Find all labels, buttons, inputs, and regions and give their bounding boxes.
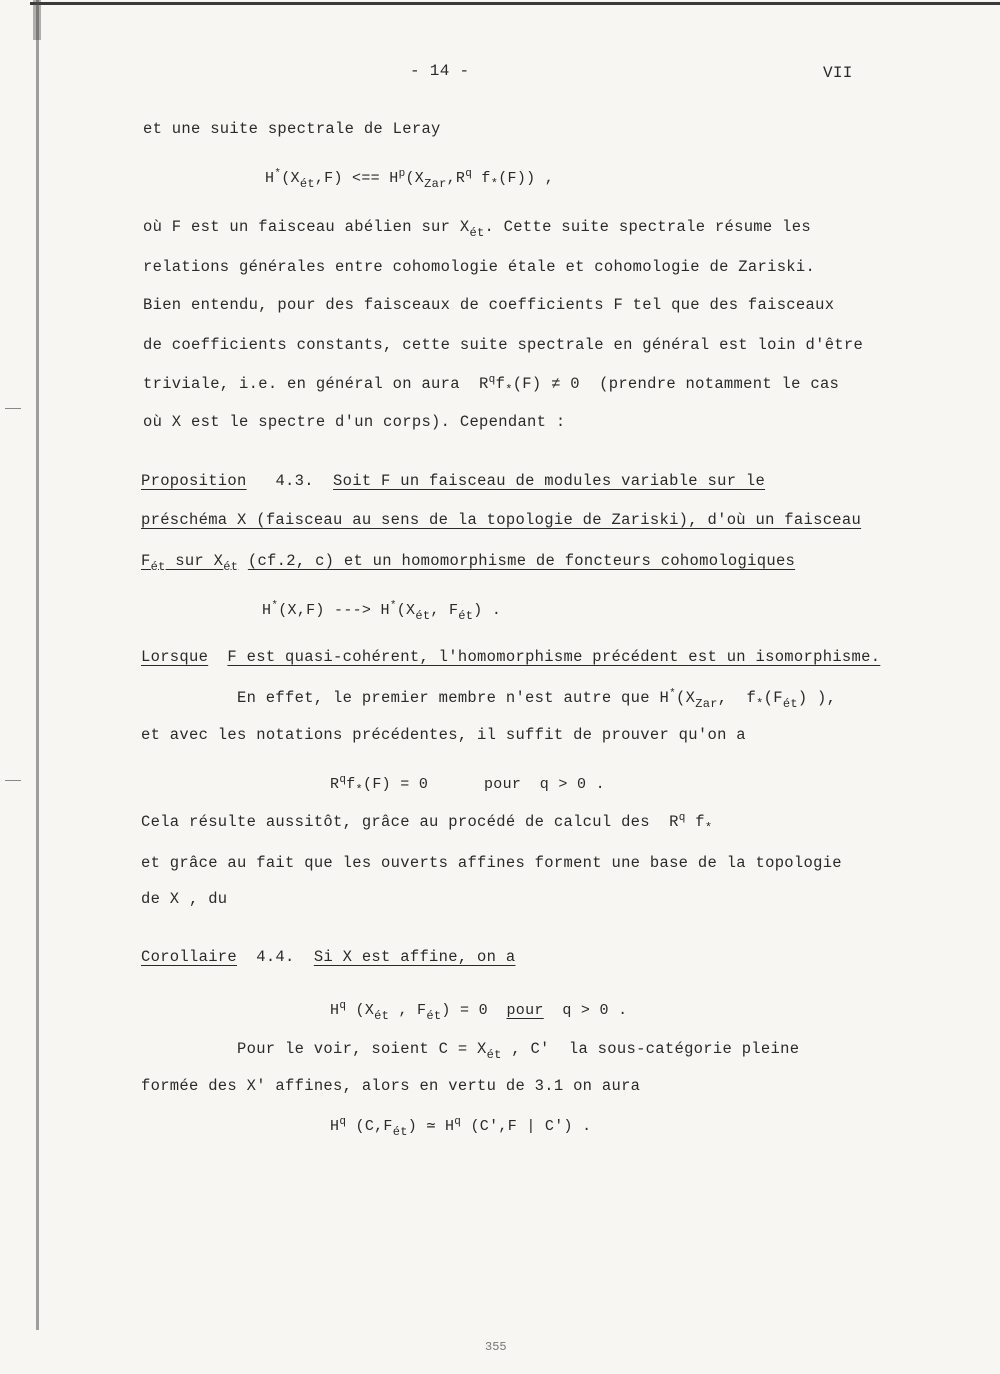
leray-spectral-sequence: $H^*(X_{ét},F)$ <== $H^p(X_{Zar},R^q$ $f_*(F)$) ,: [265, 168, 555, 191]
cohomology-morphism: H*(X,F) ---> $H^*(X_{ét}$, $F_{ét}$) .: [262, 600, 502, 623]
text-line: triviale, i.e. en général on aura $R^qf_*(F) \ne 0$ (prendre notamment le cas: [143, 374, 840, 397]
proposition-line: préschéma X (faisceau au sens de la topologie de Zariski), d'où un faisceau: [141, 511, 862, 529]
chapter-number: VII: [823, 64, 853, 82]
text-line: de coefficients constants, cette suite spectrale en général est loin d'être: [143, 336, 864, 354]
margin-tick: [5, 780, 21, 781]
vanishing-formula: $R^qf_*(F) = 0$ pour q > 0 .: [330, 774, 605, 797]
text-line: et une suite spectrale de Leray: [143, 120, 441, 138]
corollary-heading: Corollaire 4.4. Si X est affine, on a: [141, 948, 516, 966]
page-number: - 14 -: [410, 62, 470, 80]
top-edge: [30, 2, 1000, 5]
proposition-line: $F_{ét}$ sur $X_{ét}$ (cf.2, c) et un homomorphisme de foncteurs cohomologiques: [141, 552, 796, 574]
proof-line: et grâce au fait que les ouverts affines forment une base de la topologie: [141, 854, 842, 872]
corollary-line: Pour le voir, soient $C = X_{ét}$ , C' la sous-catégorie pleine: [237, 1040, 800, 1062]
proof-line: Cela résulte aussitôt, grâce au procédé de calcul des $R^q$ $f_*$: [141, 812, 713, 835]
margin-tick: [5, 408, 21, 409]
corollary-line: formée des X' affines, alors en vertu de 3.1 on aura: [141, 1077, 641, 1095]
folio: 355: [485, 1340, 507, 1354]
text-line: où F est un faisceau abélien sur $X_{ét}$. Cette suite spectrale résume les: [143, 218, 811, 240]
proof-line: de X , du: [141, 890, 228, 908]
proposition-heading: Proposition 4.3. Soit F un faisceau de modules variable sur le: [141, 472, 766, 490]
text-line: où X est le spectre d'un corps). Cependant :: [143, 413, 566, 431]
proof-line: En effet, le premier membre n'est autre que $H^*(X_{Zar}$, $f_*(F_{ét})$ ),: [237, 688, 837, 711]
proof-line: et avec les notations précédentes, il suffit de prouver qu'on a: [141, 726, 746, 744]
binding-edge: [36, 0, 39, 1330]
corollary-formula: $H^q$ ($X_{ét}$ , $F_{ét}) = 0$ pour q > 0 .: [330, 1000, 628, 1023]
text-line: relations générales entre cohomologie étale et cohomologie de Zariski.: [143, 258, 816, 276]
proposition-conclusion: Lorsque F est quasi-cohérent, l'homomorphisme précédent est un isomorphisme.: [141, 648, 881, 666]
binding-mark: [33, 0, 41, 40]
corollary-isomorphism: $H^q$ $(C,F_{ét})$ ≃ $H^q$ (C',F | C') .: [330, 1116, 592, 1139]
text-line: Bien entendu, pour des faisceaux de coefficients F tel que des faisceaux: [143, 296, 835, 314]
